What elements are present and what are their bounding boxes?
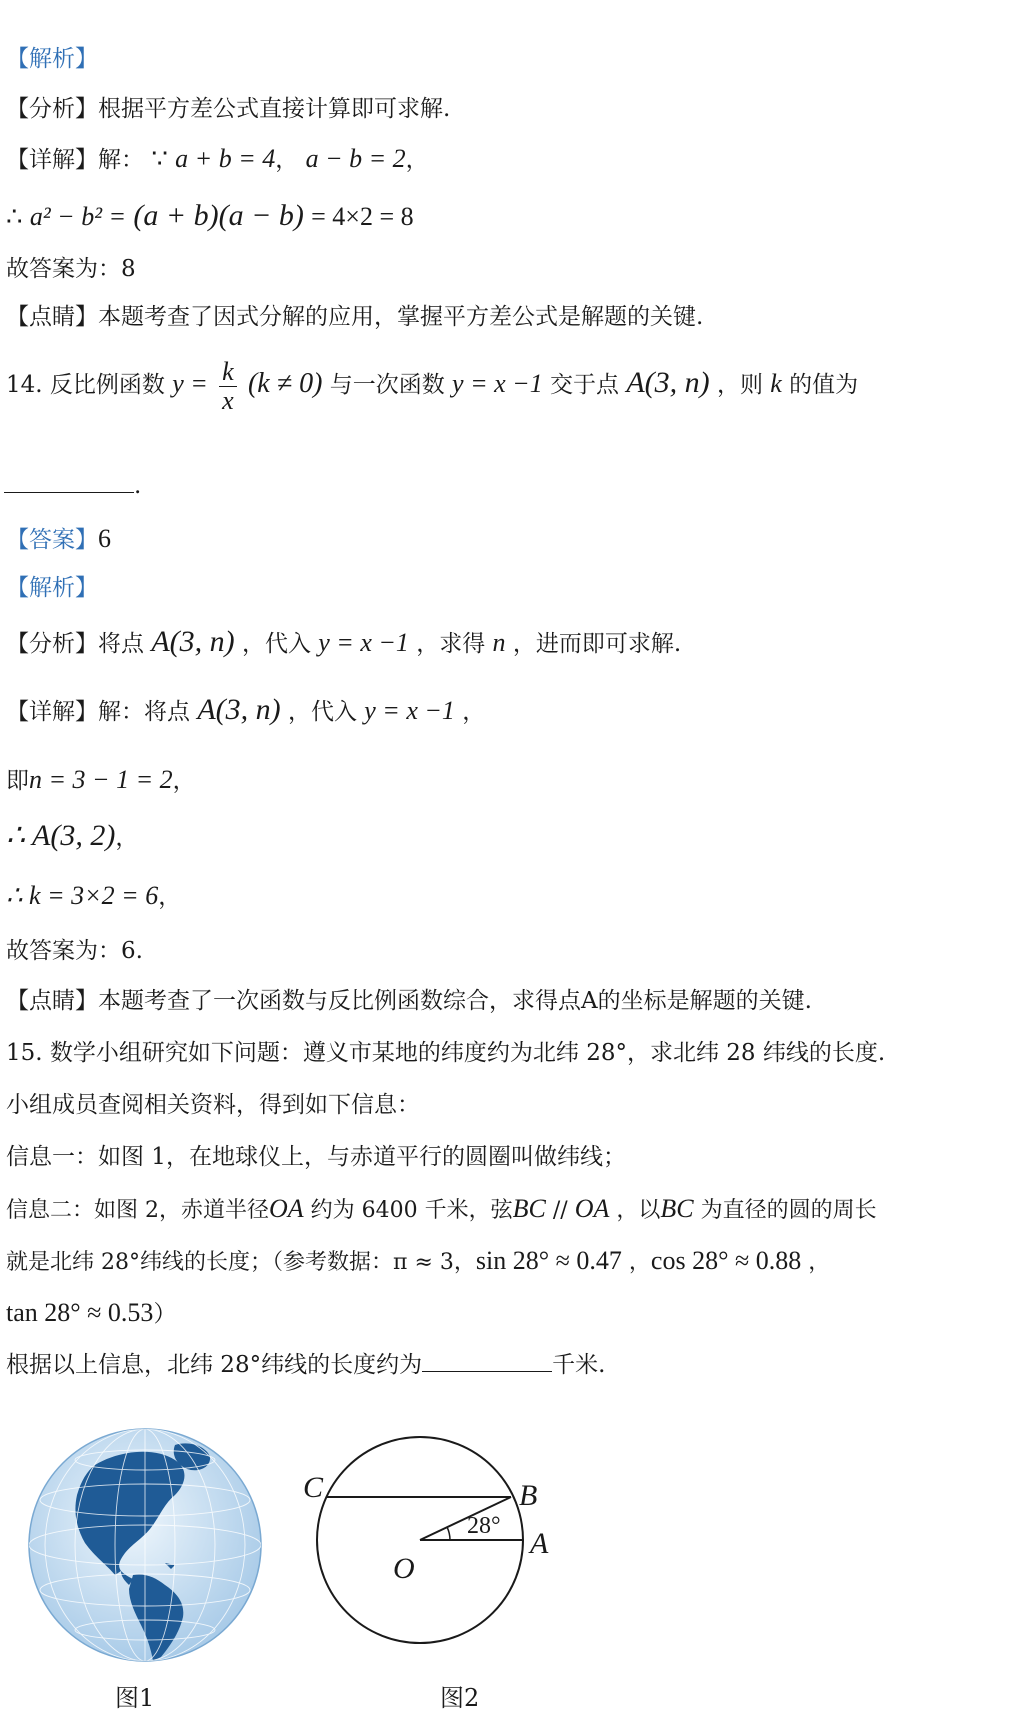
q14-answer: 【答案】6	[6, 524, 111, 553]
q14-stem: 14. 反比例函数 y = $\frac{k}{x}$ (k ≠ 0) 与一次函数 y = x −1 交于点 A(3, n) ，则 k 的值为	[6, 356, 859, 415]
globe-figure	[25, 1425, 265, 1665]
angle-arc	[447, 1527, 450, 1540]
answer-blank[interactable]	[422, 1349, 552, 1372]
q15-line2: 小组成员查阅相关资料，得到如下信息：	[6, 1092, 420, 1118]
q14-fenxi: 【分析】将点 A(3, n) ，代入 y = x −1 ，求得 n ，进而即可求解.	[6, 625, 682, 658]
label-a: A	[530, 1527, 549, 1560]
q13-dianjing: 【点睛】本题考查了因式分解的应用，掌握平方差公式是解题的关键.	[6, 304, 704, 330]
q15-line7: 根据以上信息，北纬 28°纬线的长度约为 千米.	[6, 1349, 605, 1381]
q15-line4: 信息二：如图 2，赤道半径OA 约为 6400 千米，弦BC // OA ，以BC 为直径的圆的周长	[6, 1194, 877, 1223]
q15-line1: 15. 数学小组研究如下问题：遵义市某地的纬度约为北纬 28°，求北纬 28 纬线的长度.	[6, 1040, 886, 1066]
fig2-caption: 图2	[440, 1684, 480, 1712]
q14-jiexi-tag: 【解析】	[6, 575, 98, 601]
q13-answer: 故答案为：8	[6, 256, 136, 282]
circle-diagram	[295, 1415, 615, 1680]
q15-line3: 信息一：如图 1，在地球仪上，与赤道平行的圆圈叫做纬线；	[6, 1144, 626, 1170]
q14-dianjing: 【点睛】本题考查了一次函数与反比例函数综合，求得点A的坐标是解题的关键.	[6, 988, 812, 1014]
q13-equation: ∴ a² − b² = (a + b)(a − b) = 4×2 = 8	[6, 199, 414, 232]
q14-fraction: $\frac{k}{x}$	[219, 358, 237, 415]
label-o: O	[393, 1552, 415, 1585]
q14-step3: ∴ k = 3×2 = 6，	[6, 881, 182, 910]
q14-answer-line: 故答案为：6.	[6, 938, 143, 964]
q14-step2: ∴ A(3, 2)，	[6, 819, 139, 852]
label-angle: 28°	[467, 1513, 501, 1539]
q14-answer-blank: .	[4, 470, 141, 502]
q15-line6: tan 28° ≈ 0.53）	[6, 1298, 177, 1327]
answer-blank[interactable]	[4, 470, 134, 493]
q13-jiexi-tag: 【解析】	[6, 46, 98, 72]
fig1-caption: 图1	[115, 1684, 155, 1712]
q13-xiangjie: 【详解】解： ∵ a + b = 4， a − b = 2，	[6, 144, 429, 173]
label-b: B	[519, 1479, 538, 1512]
q14-xiangjie: 【详解】解：将点 A(3, n) ，代入 y = x −1 ，	[6, 693, 486, 726]
q15-line5: 就是北纬 28°纬线的长度；（参考数据：π ≈ 3，sin 28° ≈ 0.47 ，cos 28° ≈ 0.88 ，	[6, 1246, 831, 1275]
label-c: C	[303, 1471, 324, 1504]
q13-fenxi: 【分析】根据平方差公式直接计算即可求解.	[6, 96, 451, 122]
q14-step1: 即n = 3 − 1 = 2，	[6, 765, 196, 794]
